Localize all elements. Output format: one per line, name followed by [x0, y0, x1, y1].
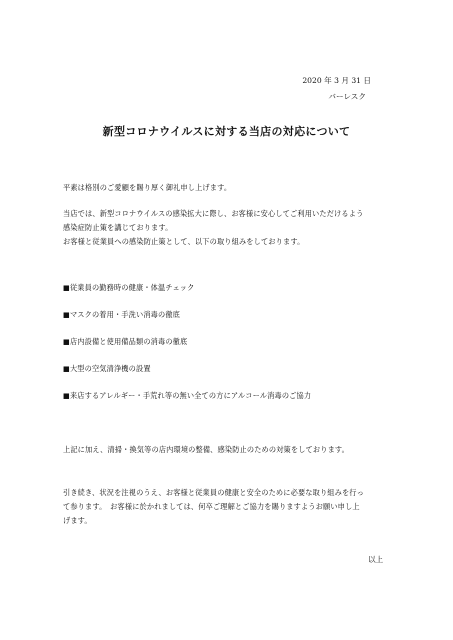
- intro-line: 感染症防止策を講じております。: [63, 223, 173, 232]
- measure-item: ■来店するアレルギー・手荒れ等の無い全ての方にアルコール消毒のご協力: [63, 391, 312, 400]
- company-name: バーレスク: [328, 92, 366, 101]
- closing-paragraph: [63, 486, 398, 528]
- document-date: 2020 年 3 月 31 日: [302, 76, 371, 85]
- intro-line: お客様と従業員への感染防止策として、以下の取り組みをしております。: [63, 237, 305, 246]
- intro-line: 当店では、新型コロナウイルスの感染拡大に際し、お客様に安心してご利用いただけるよう: [63, 209, 364, 218]
- addition-paragraph: [63, 443, 398, 457]
- closing-line: て参ります。 お客様に於かれましては、何卒ご理解とご協力を賜りますようお願い申し上: [63, 502, 360, 511]
- addition-line: 上記に加え、清掃・換気等の店内環境の整備、感染防止のための対策をしております。: [63, 445, 350, 454]
- measure-item: ■大型の空気清浄機の設置: [63, 364, 151, 373]
- measure-item: ■店内設備と使用備品類の消毒の徹底: [63, 337, 188, 346]
- measure-item: ■従業員の勤務時の健康・体温チェック: [63, 283, 195, 292]
- measure-item: ■マスクの着用・手洗い消毒の徹底: [63, 310, 181, 319]
- greeting-paragraph: [63, 181, 398, 195]
- document-title: 新型コロナウイルスに対する当店の対応について: [102, 125, 351, 138]
- closing-line: 引き続き、状況を注視のうえ、お客様と従業員の健康と安全のために必要な取り組みを行っ: [63, 488, 364, 497]
- intro-paragraph: [63, 207, 398, 249]
- closing-line: げます。: [63, 516, 92, 525]
- greeting-line: 平素は格別のご愛顧を賜り厚く御礼申し上げます。: [63, 183, 232, 192]
- closing-mark: 以上: [368, 555, 383, 564]
